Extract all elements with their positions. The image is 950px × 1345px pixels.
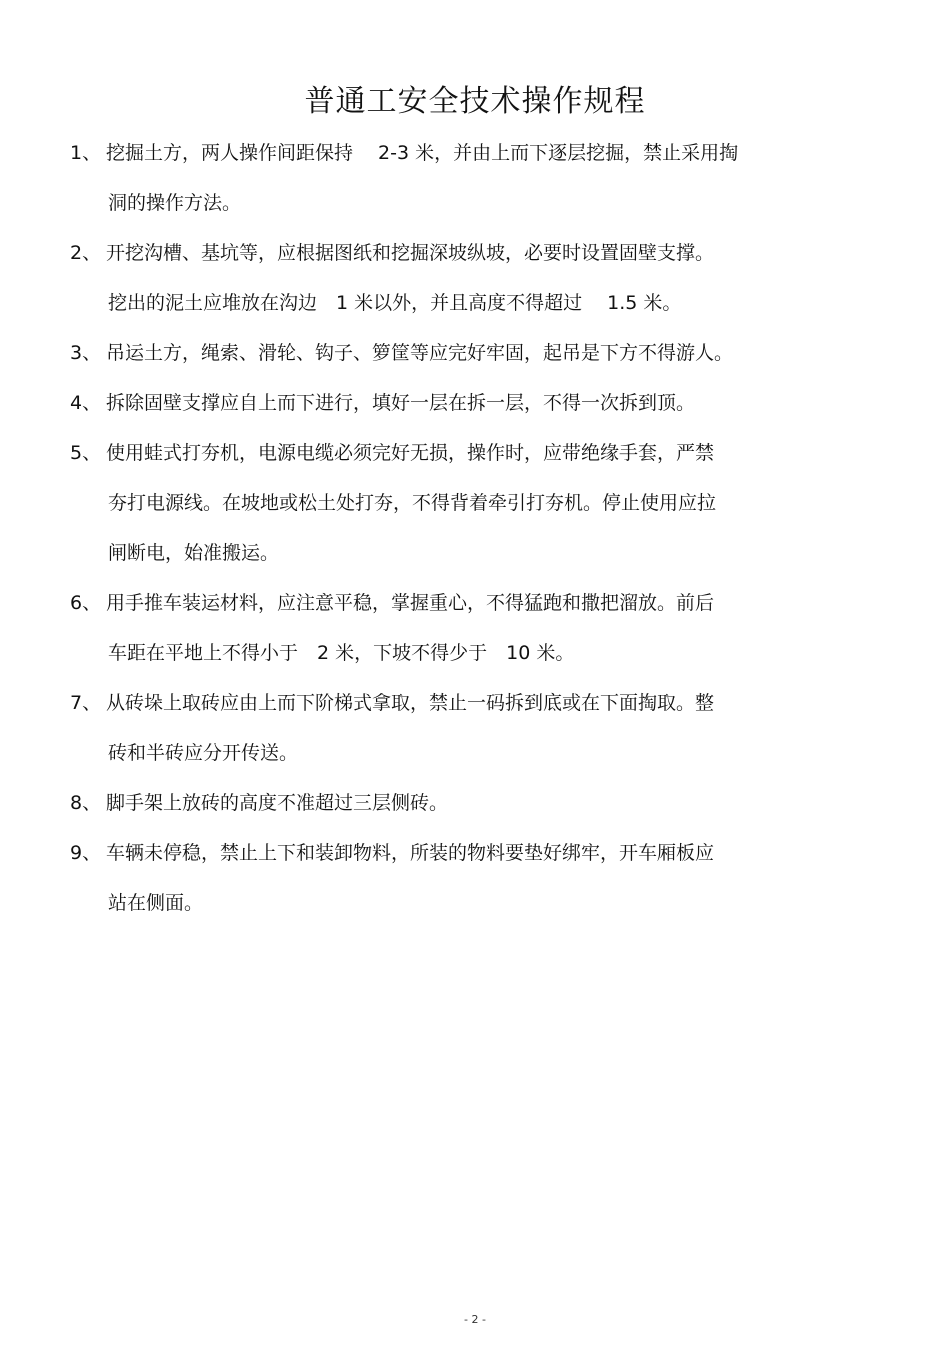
page-title: 普通工安全技术操作规程 xyxy=(304,84,646,119)
rule-line xyxy=(70,778,870,828)
rule-line xyxy=(70,228,870,278)
rule-number: 9、 xyxy=(70,842,102,864)
rule-text: 拆除固壁支撑应自上而下进行，填好一层在拆一层，不得一次拆到顶。 xyxy=(106,392,696,414)
rules-list xyxy=(70,128,870,928)
rule-text: 开挖沟槽、基坑等，应根据图纸和挖掘深坡纵坡，必要时设置固壁支撑。 xyxy=(106,242,715,264)
rule-line-continued: 洞的操作方法。 xyxy=(108,192,242,214)
rule-item xyxy=(70,578,870,678)
rule-text: 车辆未停稳，禁止上下和装卸物料，所装的物料要垫好绑牢，开车厢板应 xyxy=(106,842,715,864)
rule-line-continued: 车距在平地上不得小于 2 米，下坡不得少于 10 米。 xyxy=(108,642,575,664)
rule-line xyxy=(70,828,870,878)
rule-number: 6、 xyxy=(70,592,102,614)
rule-text: 吊运土方，绳索、滑轮、钩子、箩筐等应完好牢固，起吊是下方不得游人。 xyxy=(106,342,734,364)
rule-line xyxy=(70,428,870,478)
rule-item xyxy=(70,128,870,228)
rule-number: 1、 xyxy=(70,142,102,164)
rule-item xyxy=(70,428,870,578)
rule-number: 4、 xyxy=(70,392,102,414)
rule-line-continued: 闸断电，始准搬运。 xyxy=(108,542,280,564)
rule-line-continued: 挖出的泥土应堆放在沟边 1 米以外，并且高度不得超过 1.5 米。 xyxy=(108,292,682,314)
rule-line xyxy=(70,328,870,378)
rule-item xyxy=(70,378,870,428)
rule-item xyxy=(70,678,870,778)
rule-text: 用手推车装运材料，应注意平稳，掌握重心，不得猛跑和撒把溜放。前后 xyxy=(106,592,715,614)
page-number: - 2 - xyxy=(464,1313,486,1326)
rule-line-continued: 夯打电源线。在坡地或松土处打夯，不得背着牵引打夯机。停止使用应拉 xyxy=(108,492,717,514)
rule-number: 8、 xyxy=(70,792,102,814)
rule-number: 7、 xyxy=(70,692,102,714)
rule-line xyxy=(70,678,870,728)
rule-line xyxy=(70,128,870,178)
rule-number: 3、 xyxy=(70,342,102,364)
rule-item xyxy=(70,228,870,328)
rule-number: 5、 xyxy=(70,442,102,464)
rule-line xyxy=(70,378,870,428)
rule-number: 2、 xyxy=(70,242,102,264)
rule-text: 从砖垛上取砖应由上而下阶梯式拿取，禁止一码拆到底或在下面掏取。整 xyxy=(106,692,715,714)
rule-text: 使用蛙式打夯机，电源电缆必须完好无损，操作时，应带绝缘手套，严禁 xyxy=(106,442,715,464)
rule-line-continued: 砖和半砖应分开传送。 xyxy=(108,742,299,764)
rule-text: 脚手架上放砖的高度不准超过三层侧砖。 xyxy=(106,792,449,814)
rule-item xyxy=(70,328,870,378)
rule-text: 挖掘土方，两人操作间距保持 2-3 米，并由上而下逐层挖掘，禁止采用掏 xyxy=(106,142,739,164)
rule-item xyxy=(70,828,870,928)
rule-line-continued: 站在侧面。 xyxy=(108,892,204,914)
rule-line xyxy=(70,578,870,628)
rule-item xyxy=(70,778,870,828)
